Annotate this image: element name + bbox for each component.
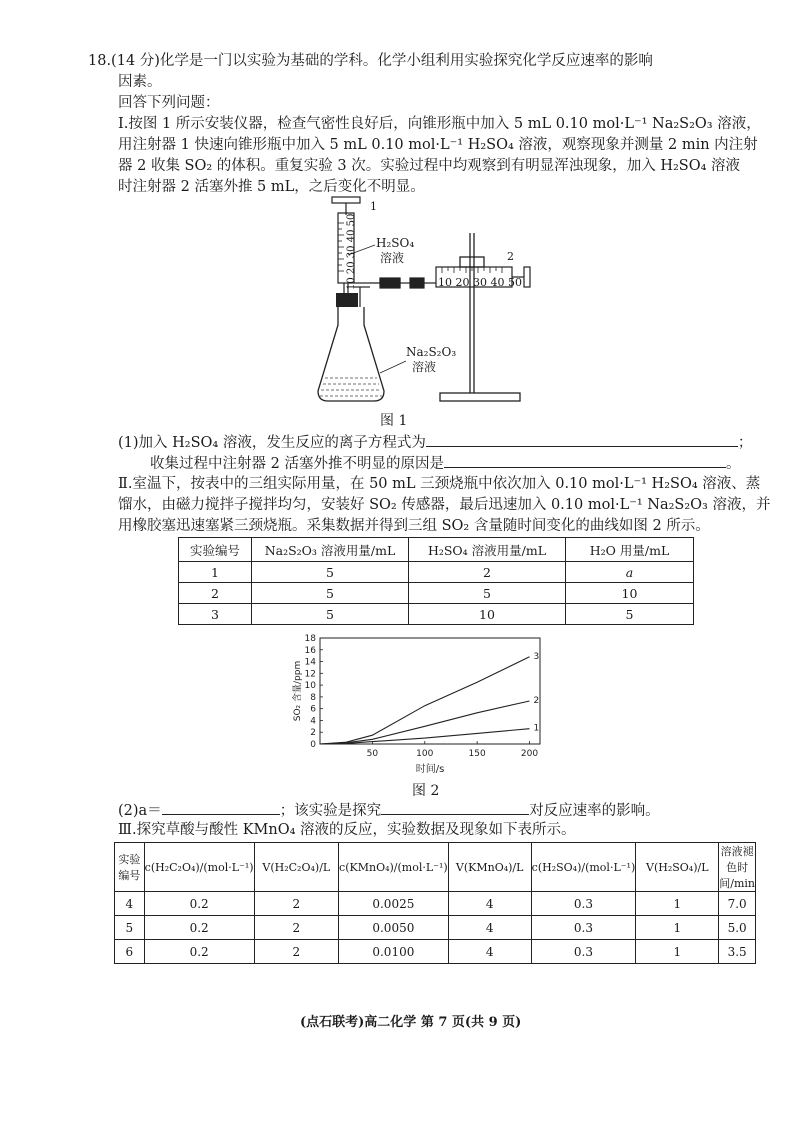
table-cell: 4	[448, 940, 531, 964]
table-cell: 2	[179, 583, 252, 604]
syringe-1-number: 1	[370, 200, 377, 213]
y-tick-label: 2	[310, 728, 316, 739]
x-axis-label: 时间/s	[415, 764, 445, 775]
series-label: 1	[533, 723, 540, 734]
figure2-caption: 图 2	[412, 783, 440, 799]
table-cell: 0.2	[144, 916, 254, 940]
syringe-1-scale: 10 20 30 40 50	[346, 213, 357, 290]
table2-header: c(KMnO₄)/(mol·L⁻¹)	[339, 843, 449, 892]
table-cell: 3	[179, 604, 252, 625]
question-line-1: 18.(14 分)化学是一门以实验为基础的学科。化学小组利用实验探究化学反应速率的影响	[88, 53, 653, 69]
table2-header: 实验编号	[115, 843, 145, 892]
y-tick-label: 6	[310, 704, 316, 715]
q1-line-b	[150, 453, 740, 474]
y-tick-label: 16	[304, 645, 316, 656]
table-cell: 10	[409, 604, 566, 625]
page-footer: (点石联考)高二化学 第 7 页(共 9 页)	[300, 1015, 522, 1030]
h2so4-solution-label: 溶液	[380, 251, 405, 265]
table1-header: H₂SO₄ 溶液用量/mL	[409, 538, 566, 562]
erlenmeyer-flask	[318, 307, 384, 401]
table-cell: 5.0	[719, 916, 756, 940]
part1-line-2: 用注射器 1 快速向锥形瓶中加入 5 mL 0.10 mol·L⁻¹ H₂SO₄ 溶液，观察现象并测量 2 min 内注射	[118, 137, 758, 153]
part1-line-1: Ⅰ.按图 1 所示安装仪器，检查气密性良好后，向锥形瓶中加入 5 mL 0.10 mol·L⁻¹ Na₂S₂O₃ 溶液，	[118, 116, 761, 132]
table-cell: 4	[448, 916, 531, 940]
table-experiment-1	[178, 537, 694, 625]
table-cell: 0.0100	[339, 940, 449, 964]
x-tick-label: 150	[468, 749, 486, 759]
table-cell: 5	[252, 562, 409, 583]
flask-solution	[320, 378, 382, 396]
table-experiment-2	[114, 842, 756, 964]
table-row	[179, 583, 694, 604]
q2-answer-blank-a[interactable]	[162, 800, 280, 815]
q2-prompt-b: ；该实验是探究	[279, 803, 382, 819]
part1-line-4: 时注射器 2 活塞外推 5 mL，之后变化不明显。	[118, 179, 425, 195]
table2-header: V(H₂C₂O₄)/L	[254, 843, 338, 892]
table2-header: V(KMnO₄)/L	[448, 843, 531, 892]
plot-frame	[320, 638, 540, 744]
table-cell: 3.5	[719, 940, 756, 964]
y-tick-label: 10	[304, 681, 316, 692]
figure1-caption: 图 1	[380, 413, 408, 429]
table-cell: 10	[566, 583, 694, 604]
table-cell: 0.3	[531, 892, 636, 916]
q2-prompt-c: 对反应速率的影响。	[529, 803, 660, 819]
table-cell: 5	[566, 604, 694, 625]
series-label: 3	[533, 651, 540, 662]
flask-stopper	[336, 293, 358, 307]
na2s2o3-solution-label: 溶液	[412, 360, 437, 374]
table-cell: 0.0050	[339, 916, 449, 940]
table-cell: 5	[252, 604, 409, 625]
table-cell: 4	[115, 892, 145, 916]
table2-header: 溶液褪色时间/min	[719, 843, 756, 892]
table-cell: 0.2	[144, 892, 254, 916]
y-tick-label: 18	[304, 634, 316, 644]
table1-header: H₂O 用量/mL	[566, 538, 694, 562]
y-tick-label: 12	[304, 669, 316, 680]
x-tick-label: 50	[366, 749, 379, 759]
x-tick-label: 100	[416, 749, 434, 759]
table-cell: 2	[254, 892, 338, 916]
table-cell: 0.3	[531, 916, 636, 940]
table-cell: 0.0025	[339, 892, 449, 916]
table-cell: 1	[636, 892, 719, 916]
y-tick-label: 4	[310, 716, 316, 727]
table2-header: V(H₂SO₄)/L	[636, 843, 719, 892]
q2-line	[118, 800, 660, 821]
y-tick-label: 8	[310, 692, 316, 703]
table-row	[179, 562, 694, 583]
q1-prompt-b: 收集过程中注射器 2 活塞外推不明显的原因是	[150, 456, 444, 472]
table-cell: 0.3	[531, 940, 636, 964]
part2-line-3: 用橡胶塞迅速塞紧三颈烧瓶。采集数据并得到三组 SO₂ 含量随时间变化的曲线如图 2 所示。	[118, 518, 710, 534]
q1-prompt-a: (1)加入 H₂SO₄ 溶液，发生反应的离子方程式为	[118, 435, 426, 451]
y-axis-label: SO₂ 含量/ppm	[293, 660, 303, 722]
connecting-tube	[354, 278, 436, 288]
q2-answer-blank-b[interactable]	[381, 800, 529, 815]
table-cell: 4	[448, 892, 531, 916]
q1-end-a: ；	[737, 435, 753, 451]
q1-answer-blank-b[interactable]	[444, 453, 726, 468]
table-cell: 2	[254, 940, 338, 964]
table-cell: 2	[254, 916, 338, 940]
table-cell: 1	[179, 562, 252, 583]
table-cell: 1	[636, 940, 719, 964]
q1-end-b: 。	[725, 456, 741, 472]
table1-header: 实验编号	[179, 538, 252, 562]
part1-line-3: 器 2 收集 SO₂ 的体积。重复实验 3 次。实验过程中均观察到有明显浑浊现象，加入 H₂SO₄ 溶液	[118, 158, 741, 174]
syringe-2-scale: 10 20 30 40 50	[438, 276, 522, 289]
part2-line-1: Ⅱ.室温下，按表中的三组实际用量，在 50 mL 三颈烧瓶中依次加入 0.10 mol·L⁻¹ H₂SO₄ 溶液、蒸	[118, 476, 761, 492]
table-cell: 5	[115, 916, 145, 940]
y-tick-label: 0	[310, 740, 316, 750]
x-tick-label: 200	[520, 749, 539, 759]
q2-prompt-a: (2)a＝	[118, 803, 162, 819]
na2s2o3-label: Na₂S₂O₃	[406, 345, 457, 359]
table-row	[179, 604, 694, 625]
q1-line-a	[118, 432, 752, 453]
series-line-3	[320, 657, 530, 744]
table1-header: Na₂S₂O₃ 溶液用量/mL	[252, 538, 409, 562]
table-row	[115, 916, 756, 940]
part3-line-1: Ⅲ.探究草酸与酸性 KMnO₄ 溶液的反应，实验数据及现象如下表所示。	[118, 822, 576, 838]
table-cell: 6	[115, 940, 145, 964]
q1-answer-blank-a[interactable]	[426, 432, 738, 447]
part2-line-2: 馏水，由磁力搅拌子搅拌均匀，安装好 SO₂ 传感器，最后迅速加入 0.10 mol·L⁻¹ Na₂S₂O₃ 溶液，并	[118, 497, 771, 513]
table-cell: 7.0	[719, 892, 756, 916]
table-cell: a	[566, 562, 694, 583]
question-prompt: 回答下列问题：	[118, 95, 220, 111]
table-row	[115, 892, 756, 916]
table-cell: 0.2	[144, 940, 254, 964]
table-cell: 1	[636, 916, 719, 940]
h2so4-label: H₂SO₄	[376, 236, 415, 250]
figure2-chart	[290, 630, 560, 780]
table-cell: 5	[409, 583, 566, 604]
table-cell: 2	[409, 562, 566, 583]
question-line-2: 因素。	[118, 74, 162, 90]
table-row	[115, 940, 756, 964]
syringe-2-number: 2	[507, 250, 514, 263]
series-line-2	[320, 701, 530, 744]
table2-header: c(H₂SO₄)/(mol·L⁻¹)	[531, 843, 636, 892]
y-tick-label: 14	[304, 657, 316, 668]
table2-header: c(H₂C₂O₄)/(mol·L⁻¹)	[144, 843, 254, 892]
table-cell: 5	[252, 583, 409, 604]
series-label: 2	[533, 696, 540, 707]
na2s2o3-pointer	[380, 361, 406, 373]
